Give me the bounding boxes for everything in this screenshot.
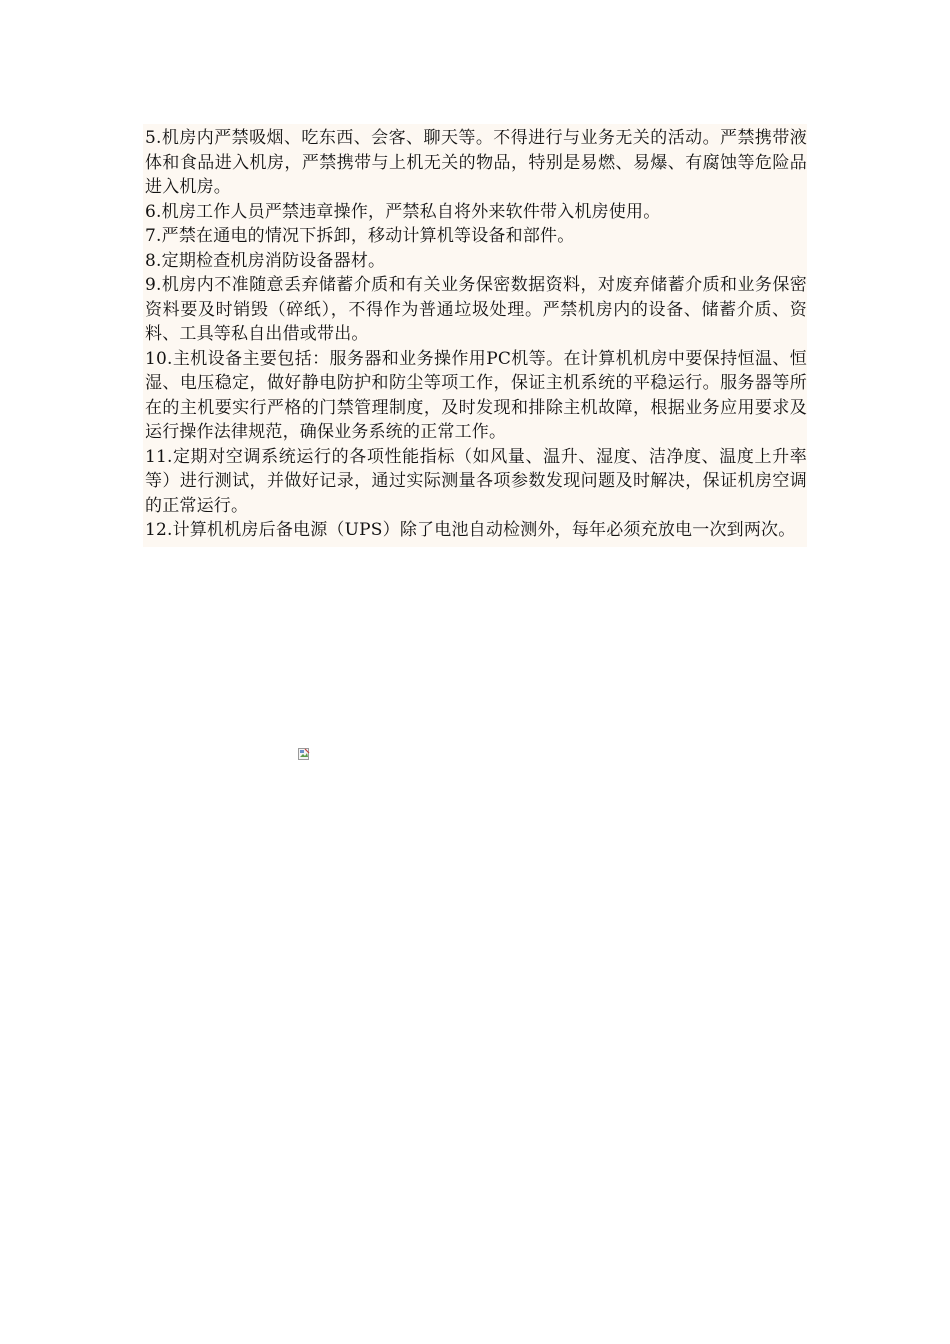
rule-item-6: 6.机房工作人员严禁违章操作，严禁私自将外来软件带入机房使用。: [145, 201, 661, 222]
rule-item-9: 9.机房内不准随意丢弃储蓄介质和有关业务保密数据资料，对废弃储蓄介质和业务保密资料要及时销毁（碎纸），不得作为普通垃圾处理。严禁机房内的设备、储蓄介质、资料、工具等私自出借或带出。: [145, 275, 807, 344]
rule-item-10: 10.主机设备主要包括：服务器和业务操作用PC机等。在计算机机房中要保持恒温、恒湿、电压稳定，做好静电防护和防尘等项工作，保证主机系统的平稳运行。服务器等所在的主机要实行严格的门禁管理制度，及时发现和排除主机故障，根据业务应用要求及运行操作法律规范，确保业务系统的正常工作。: [145, 348, 807, 442]
rule-item-12: 12.计算机机房后备电源（UPS）除了电池自动检测外，每年必须充放电一次到两次。: [145, 520, 796, 540]
rule-item-8: 8.定期检查机房消防设备器材。: [145, 250, 386, 271]
rule-item-5: 5.机房内严禁吸烟、吃东西、会客、聊天等。不得进行与业务无关的活动。严禁携带液体和食品进入机房，严禁携带与上机无关的物品，特别是易燃、易爆、有腐蚀等危险品进入机房。: [145, 128, 807, 197]
broken-image-icon: [298, 745, 310, 757]
rule-item-7: 7.严禁在通电的情况下拆卸，移动计算机等设备和部件。: [145, 226, 575, 246]
rule-item-11: 11.定期对空调系统运行的各项性能指标（如风量、温升、湿度、洁净度、温度上升率等）进行测试，并做好记录，通过实际测量各项参数发现问题及时解决，保证机房空调的正常运行。: [145, 446, 807, 516]
rules-text-block: [143, 124, 807, 547]
